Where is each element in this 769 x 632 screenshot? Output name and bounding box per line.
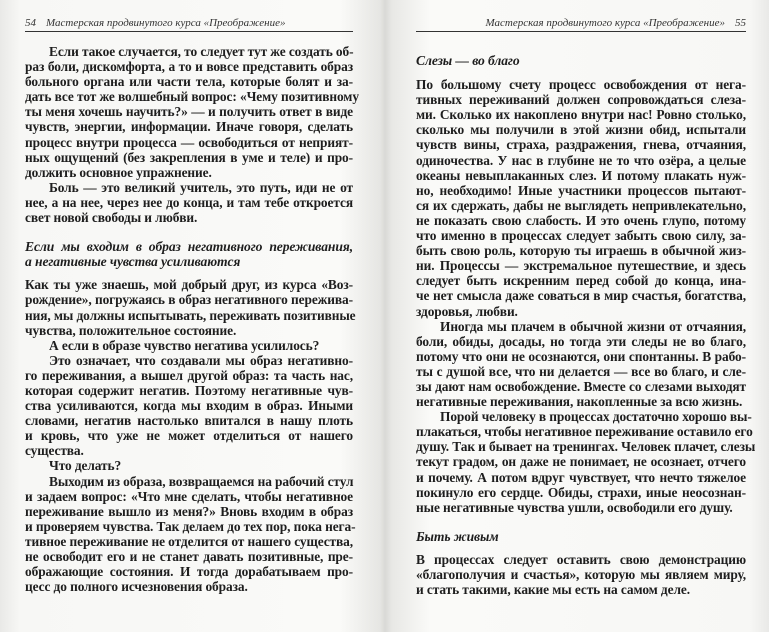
running-title: Мастерская продвинутого курса «Преображение» bbox=[46, 17, 286, 29]
text-line: Быть живым bbox=[416, 528, 499, 544]
paragraph bbox=[25, 44, 359, 180]
text-line: Порой человеку в процессах достаточно хорошо вы- bbox=[440, 409, 752, 425]
text-line: процесс внутри процесса — освободиться от неприят- bbox=[25, 134, 353, 150]
paragraph bbox=[25, 277, 356, 338]
page-number: 55 bbox=[735, 17, 746, 29]
text-line: ства усиливаются, когда мы входим в образ. Иными bbox=[25, 398, 353, 414]
paragraph bbox=[25, 180, 353, 225]
text-line: и почему. А потом вдруг чувствует, что нечто тяжелое bbox=[416, 469, 746, 485]
text-line: Как ты уже знаешь, мой добрый друг, из курса «Воз- bbox=[25, 277, 353, 293]
text-line: боли, обиды, досады, но тогда эти следы не во благо, bbox=[416, 333, 746, 349]
text-line: чувства, положительное состояние. bbox=[25, 322, 237, 338]
text-line: Иногда мы плачем в обычной жизни от отчаяния, bbox=[440, 318, 746, 334]
text-line: ни. Процессы — экстремальное путешествие, и здесь bbox=[416, 258, 746, 274]
paragraph bbox=[416, 319, 746, 410]
section-heading bbox=[416, 53, 746, 68]
text-line: Боль — это великий учитель, это путь, иди не от bbox=[49, 179, 353, 195]
page-body bbox=[25, 44, 359, 595]
text-line: не показать свою слабость. И это очень глупо, потому bbox=[416, 212, 746, 228]
paragraph bbox=[25, 338, 353, 353]
text-line: зы дают нам освобождение. Вместе со слезами выходят bbox=[416, 378, 746, 394]
paragraph bbox=[416, 77, 746, 319]
text-line: тивных переживаний должен сопровождаться слеза- bbox=[416, 92, 746, 108]
text-line: следует быть искренним перед собой до конца, ина- bbox=[416, 273, 746, 289]
text-line: ты с душой все, что ни делается — все во благо, и сле- bbox=[416, 363, 746, 379]
paragraph bbox=[416, 552, 746, 597]
text-line: По большому счету процесс освобождения от нега- bbox=[416, 77, 746, 93]
text-line: раз боли, дискомфорта, а то и вовсе представить образ bbox=[25, 59, 353, 75]
text-line: одиночества. У нас в глубине не то что озёра, а целые bbox=[416, 152, 746, 168]
text-line: «благополучия и счастья», которую мы являем миру, bbox=[416, 567, 746, 582]
text-line: че нет смысла даже соваться в мир счастья, богатства, bbox=[416, 288, 746, 304]
text-line: и стать такими, какие мы есть на самом деле. bbox=[416, 582, 690, 598]
text-line: Это означает, что создавали мы образ негативно- bbox=[49, 352, 353, 368]
text-line: словами, негатив настолько впитался в нашу плоть bbox=[25, 413, 353, 429]
text-line: ображающие состояния. И тогда дорабатываем про- bbox=[25, 564, 353, 580]
paragraph bbox=[25, 458, 353, 473]
text-line: которая содержит негатив. Поэтому негативные чув- bbox=[25, 382, 353, 398]
text-line: рождение», погружаясь в образ негативного пережива- bbox=[25, 292, 353, 308]
text-line: Выходим из образа, возвращаемся на рабочий стул bbox=[49, 473, 354, 489]
page-number: 54 bbox=[25, 17, 36, 29]
text-line: чувств вины, страха, раздражения, гнева, отчаяния, bbox=[416, 137, 746, 153]
text-line: нее, а на нее, через нее до конца, и там тебе откроется bbox=[25, 194, 353, 210]
running-header bbox=[416, 16, 746, 32]
text-line: и кровь, что уже не может отделиться от нашего bbox=[25, 428, 353, 444]
text-line: В процессах следует оставить свою демонстрацию bbox=[416, 551, 746, 567]
text-line: сколько мы получили в этой жизни обид, испытали bbox=[416, 122, 746, 138]
text-line: не освободит его и не станет давать позитивные, пре- bbox=[25, 549, 353, 564]
running-title: Мастерская продвинутого курса «Преображение» bbox=[485, 17, 725, 29]
text-line: ми. Сколько их накоплено внутри нас! Ровно столько, bbox=[416, 107, 746, 123]
text-line: должить основное упражнение. bbox=[25, 164, 212, 180]
page-body bbox=[416, 53, 756, 598]
section-heading bbox=[416, 529, 746, 544]
text-line: Что делать? bbox=[49, 458, 122, 474]
text-line: го переживания, а вышел другой образ: та часть нас, bbox=[25, 367, 353, 383]
text-line: а негативные чувства усиливаются bbox=[25, 254, 241, 270]
text-line: цесс до полного исчезновения образа. bbox=[25, 579, 248, 595]
text-line: больного органа или части тела, которые болят и за- bbox=[25, 74, 353, 90]
text-line: но, необходимо! Иные участники процессов пытают- bbox=[416, 182, 746, 198]
text-line: ся их сдержать, дабы не выглядеть непривлекательно, bbox=[416, 197, 746, 213]
text-line: океаны невыплаканных слез. И потому плакать нуж- bbox=[416, 167, 746, 183]
text-line: плакаться, чтобы негативное переживание оставило его bbox=[416, 424, 753, 440]
text-line: душу. Так и бывает на тренингах. Человек плачет, слезы bbox=[416, 439, 756, 455]
text-line: переживание вышло из меня?» Вновь входим в образ bbox=[25, 503, 353, 519]
text-line: покинуло его сердце. Обиды, страхи, иные неосознан- bbox=[416, 484, 746, 500]
text-line: тивное переживание не отделится от нашего существа, bbox=[25, 533, 353, 549]
text-line: что именно в процессах следует забыть свою силу, за- bbox=[416, 228, 746, 244]
text-line: ты меня хочешь научить?» — и получить ответ в виде bbox=[25, 104, 353, 120]
paragraph bbox=[416, 409, 756, 515]
text-line: Если такое случается, то следует тут же создать об- bbox=[49, 44, 354, 59]
text-line: существа. bbox=[25, 443, 84, 459]
text-line: потому что они не осознаются, они спонтанны. В рабо- bbox=[416, 348, 746, 364]
text-line: и проверяем чувства. Так делаем до тех пор, пока нега- bbox=[25, 518, 356, 534]
paragraph bbox=[25, 473, 356, 595]
paragraph bbox=[25, 353, 353, 459]
text-line: негативные переживания, накопленные за всю жизнь. bbox=[416, 394, 743, 410]
text-line: ния, мы должны испытывать, переживать позитивные bbox=[25, 307, 356, 323]
text-line: дать все тот же волшебный вопрос: «Чему позитивному bbox=[25, 89, 359, 105]
text-line: ные негативные чувства ушли, освободили его душу. bbox=[416, 499, 733, 515]
text-line: текут градом, он даже не понимает, не осознает, отчего bbox=[416, 454, 746, 470]
running-header bbox=[25, 16, 353, 32]
text-line: и задаем вопрос: «Что мне сделать, чтобы негативное bbox=[25, 488, 353, 504]
text-line: свет новой свободы и любви. bbox=[25, 210, 198, 226]
text-line: А если в образе чувство негатива усилилось? bbox=[49, 337, 320, 353]
text-line: Слезы — во благо bbox=[416, 53, 520, 68]
text-line: чувств, энергии, информации. Иначе говоря, сделать bbox=[25, 119, 353, 135]
text-line: ных ощущений (без закрепления в уме и теле) и про- bbox=[25, 149, 353, 165]
text-line: быть свою роль, которую ты играешь в обычной жиз- bbox=[416, 243, 746, 259]
text-line: здоровья, любви. bbox=[416, 303, 518, 319]
section-heading bbox=[25, 239, 353, 269]
text-line: Если мы входим в образ негативного переживания, bbox=[25, 239, 353, 255]
